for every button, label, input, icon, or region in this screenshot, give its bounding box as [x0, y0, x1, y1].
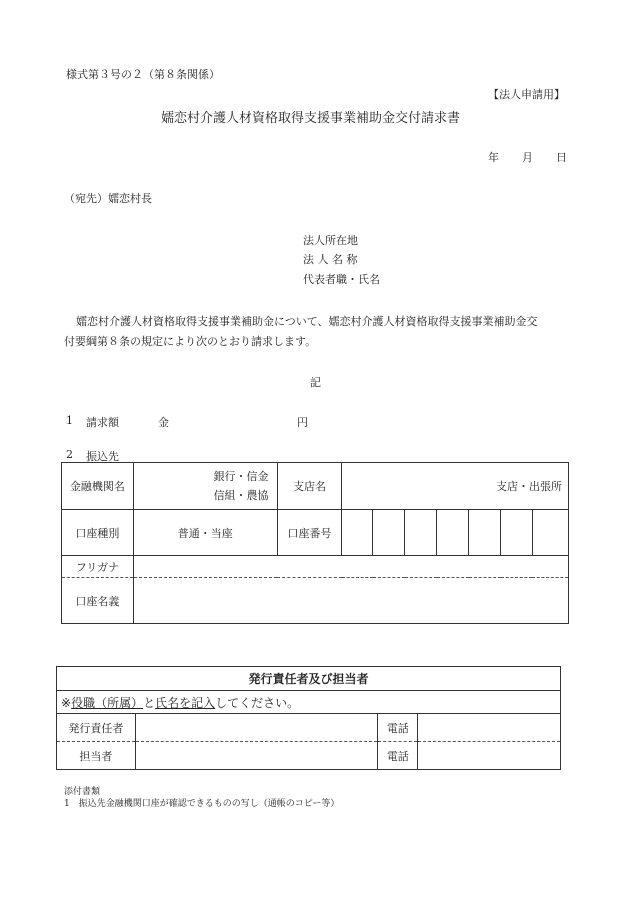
item1-yen: 円 — [297, 416, 308, 429]
responsible-phone-field[interactable] — [418, 714, 561, 742]
institution-types-line1: 銀行・信金 — [213, 470, 269, 483]
note-underline-1: 役職（所属） — [71, 695, 144, 710]
institution-types-line2: 信組・農協 — [213, 489, 269, 502]
corp-name-label: 法 人 名 称 — [303, 253, 358, 266]
account-digit-box[interactable] — [373, 510, 405, 556]
account-digit-box[interactable] — [437, 510, 469, 556]
account-digit-box[interactable] — [342, 510, 373, 556]
branch-label: 支店名 — [277, 463, 342, 510]
institution-label: 金融機関名 — [62, 463, 134, 510]
institution-types — [133, 463, 277, 510]
account-digit-box[interactable] — [469, 510, 501, 556]
corp-address-label: 法人所在地 — [303, 234, 358, 247]
bank-table — [61, 462, 569, 624]
date-day: 日 — [556, 151, 567, 164]
note-suffix: してください。 — [215, 695, 300, 710]
account-holder-field[interactable] — [133, 578, 568, 624]
note-underline-2: 氏名を記入 — [155, 695, 216, 710]
item2-number: 2 — [66, 448, 73, 461]
issuer-note — [57, 691, 561, 714]
body-line-1: 嬬恋村介護人材資格取得支援事業補助金について、嬬恋村介護人材資格取得支援事業補助金交 — [76, 315, 538, 328]
item2-label: 振込先 — [86, 450, 119, 463]
ki-heading: 記 — [310, 376, 321, 389]
addressee: （宛先）嬬恋村長 — [64, 192, 152, 205]
responsible-label: 発行責任者 — [57, 714, 136, 742]
item1-label: 請求額 — [86, 416, 119, 429]
applicant-tag: 【法人申請用】 — [488, 88, 565, 101]
attachment-item-1: 1 振込先金融機関口座が確認できるものの写し（通帳のコピー等） — [64, 799, 340, 809]
attachments-title: 添付書類 — [64, 787, 101, 797]
representative-label: 代表者職・氏名 — [303, 273, 380, 286]
date-year: 年 — [488, 151, 499, 164]
phone-label: 電話 — [378, 714, 418, 742]
body-line-2: 付要綱第８条の規定により次のとおり請求します。 — [64, 335, 317, 348]
responsible-field[interactable] — [135, 714, 377, 742]
branch-types: 支店・出張所 — [342, 463, 569, 510]
contact-field[interactable] — [135, 742, 377, 770]
contact-label: 担当者 — [57, 742, 136, 770]
account-digit-box[interactable] — [532, 510, 568, 556]
furigana-label: フリガナ — [62, 556, 134, 578]
issuer-header: 発行責任者及び担当者 — [57, 667, 561, 691]
contact-phone-field[interactable] — [418, 742, 561, 770]
note-prefix: ※ — [61, 695, 72, 710]
item1-kin: 金 — [158, 416, 169, 429]
issuer-table — [56, 666, 561, 770]
date-month: 月 — [522, 151, 533, 164]
phone-label: 電話 — [378, 742, 418, 770]
account-digit-box[interactable] — [501, 510, 533, 556]
account-type-label: 口座種別 — [62, 510, 134, 556]
account-number-label: 口座番号 — [277, 510, 342, 556]
item1-number: 1 — [66, 414, 73, 427]
account-digit-box[interactable] — [405, 510, 437, 556]
document-title: 嬬恋村介護人材資格取得支援事業補助金交付請求書 — [161, 111, 461, 126]
form-number: 様式第３号の２（第８条関係） — [66, 68, 220, 81]
note-mid: と — [143, 695, 156, 710]
furigana-field[interactable] — [133, 556, 568, 578]
account-holder-label: 口座名義 — [62, 578, 134, 624]
account-type-options: 普通・当座 — [133, 510, 277, 556]
